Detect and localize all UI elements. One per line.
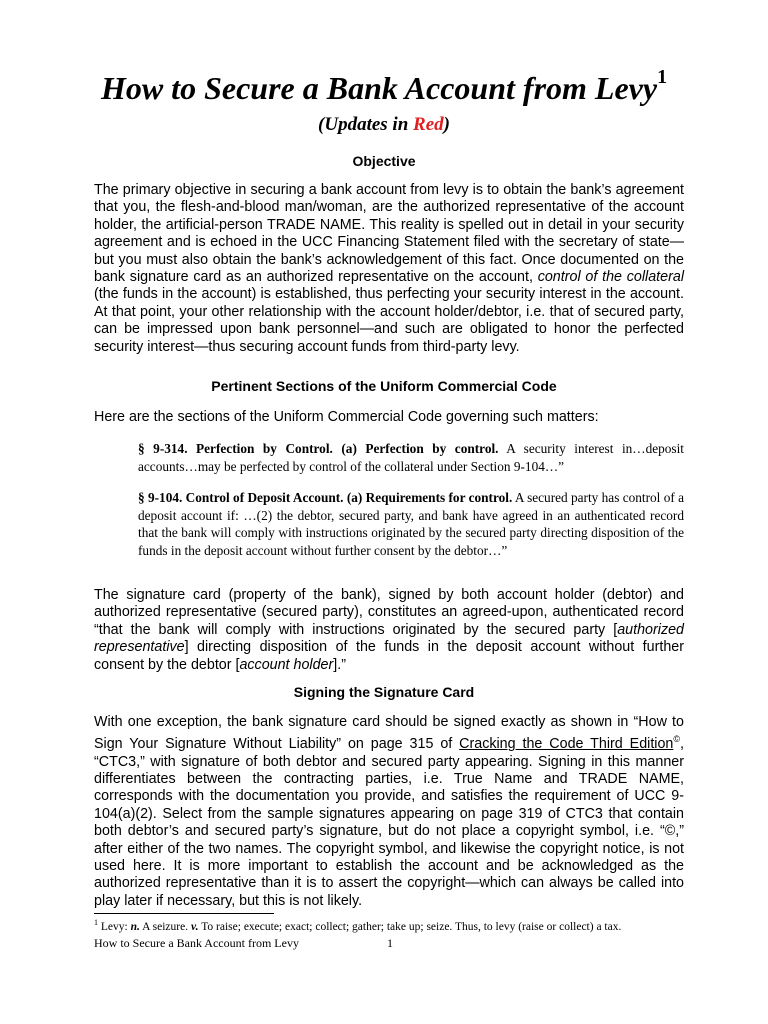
signing-heading: Signing the Signature Card [293, 684, 475, 700]
sig-italic-1: authorized representative [94, 621, 684, 656]
objective-heading: Objective [352, 153, 416, 169]
footnote-noun: n. [130, 920, 140, 933]
page-footer [94, 936, 393, 951]
subtitle-red: Red [413, 114, 444, 135]
quote-9-104-heading: § 9-104. Control of Deposit Account. (a) Requirements for control. [138, 490, 513, 505]
signing-text-1: With one exception, the bank signature card should be signed exactly as shown in “How to Sign Your Signature Without Liability” on page 315 of [94, 714, 684, 753]
subtitle [0, 114, 768, 136]
footnote-number: 1 [94, 918, 98, 927]
signing-paragraph [94, 714, 684, 910]
quote-9-104-text: A secured party has control of a deposit account if: …(2) the debtor, secured party, and bank have agreed in an authenticated record that the bank will comply with instructions originated by the secured party directing disposition of the funds in the deposit account without further consent by the debtor…” [138, 490, 684, 558]
objective-italic: control of the collateral [537, 269, 684, 286]
objective-paragraph [94, 182, 684, 356]
signature-card-paragraph [94, 587, 684, 674]
sig-text-2: ] directing disposition of the funds in the deposit account without further consent by the debtor [ [94, 639, 684, 673]
footnote-divider [94, 913, 274, 914]
footnote-post: To raise; execute; exact; collect; gather; take up; seize. Thus, to levy (raise or collect) a tax. [198, 920, 622, 933]
footnote [94, 918, 694, 933]
quote-9-314-heading: § 9-314. Perfection by Control. (a) Perfection by control. [138, 441, 499, 456]
footnote-verb: v. [190, 920, 199, 933]
quote-9-314 [138, 440, 684, 475]
signing-text-2: , “CTC3,” with signature of both debtor and secured party appearing. Signing in this manner differentiates between the contracting parties, i.e. True Name and TRADE NAME, corresponds with the documentation you provide, and satisfies the requirement of UCC 9-104(a)(2). Select from the sample signatures appearing on page 319 of CTC3 that contain both debtor’s and secured party’s signature, but do not place a copyright symbol, i.e. “©,” after either of the two names. The copyright symbol, and likewise the copyright notice, is not used here. It is more important to establish the account and be acknowledged as the authorized representative than it is to assert the copyright—which can always be called into play later if necessary, but this is not likely. [94, 736, 684, 909]
ucc-heading: Pertinent Sections of the Uniform Commercial Code [211, 378, 557, 394]
footnote-mid: A seizure. [139, 920, 191, 933]
sig-text-3: ].” [333, 656, 346, 673]
subtitle-post: ) [443, 114, 450, 135]
sig-italic-2: account holder [239, 656, 334, 673]
footer-title: How to Secure a Bank Account from Levy [94, 936, 299, 950]
title-text: How to Secure a Bank Account from Levy [100, 70, 658, 106]
quote-9-314-text: A security interest in…deposit accounts…may be perfected by control of the collateral under Section 9-104…” [138, 441, 684, 474]
document-title [0, 66, 768, 107]
book-title: Cracking the Code Third Edition [459, 736, 674, 753]
objective-text-1: The primary objective in securing a bank account from levy is to obtain the bank’s agreement that you, the flesh-and-blood man/woman, are the authorized representative of the account holder, the artificial-person TRADE NAME. This reality is spelled out in detail in your security agreement and is echoed in the UCC Financing Statement filed with the secretary of state—but you must also obtain the bank’s acknowledgement of this fact. Once documented on the bank signature card as an authorized representative on the account, [94, 182, 684, 286]
sig-text-1: The signature card (property of the bank), signed by both account holder (debtor) and authorized representative (secured party), constitutes an agreed-upon, authenticated record “that the bank will comply with instructions originated by the secured party [ [94, 587, 684, 638]
page-number: 1 [387, 936, 393, 950]
subtitle-pre: (Updates in [318, 114, 414, 135]
title-footnote-ref: 1 [657, 66, 668, 89]
ucc-intro: Here are the sections of the Uniform Commercial Code governing such matters: [94, 409, 599, 425]
objective-text-2: (the funds in the account) is established, thus perfecting your security interest in the account. At that point, your other relationship with the account holder/debtor, i.e. that of secured party, can be impressed upon bank personnel—and such are obligated to honor the perfected security interest—thus securing account funds from third-party levy. [94, 286, 684, 355]
copyright-mark: © [673, 734, 681, 745]
footnote-pre: Levy: [98, 920, 131, 933]
quote-9-104 [138, 489, 684, 559]
